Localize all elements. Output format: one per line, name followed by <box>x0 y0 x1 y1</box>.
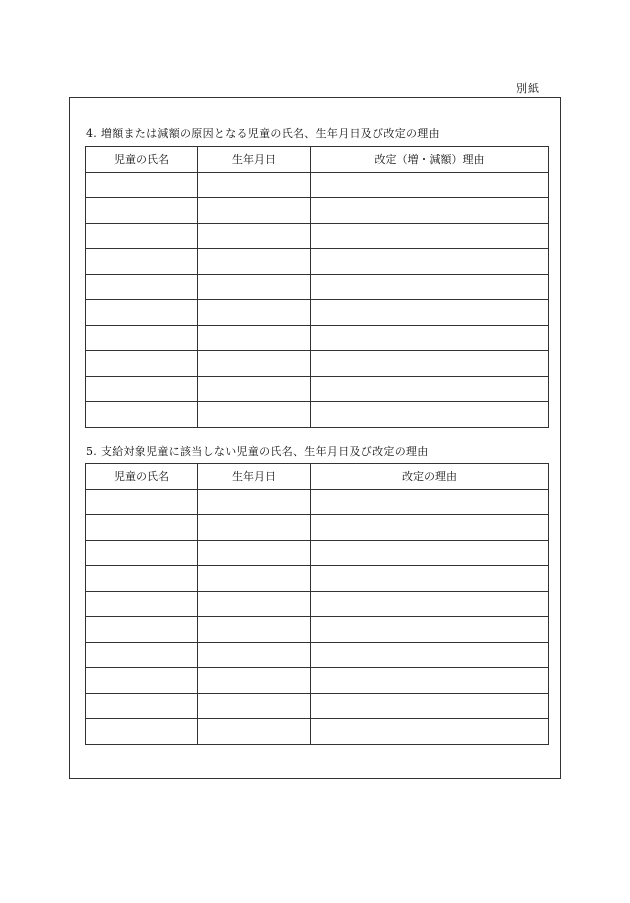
birthdate-cell[interactable] <box>198 515 311 541</box>
annex-label: 別紙 <box>516 82 540 95</box>
table-row <box>86 719 549 745</box>
birthdate-cell[interactable] <box>198 249 311 275</box>
reason-cell[interactable] <box>311 668 549 694</box>
child-name-cell[interactable] <box>86 325 198 351</box>
birthdate-cell[interactable] <box>198 300 311 326</box>
table-header-row <box>86 464 549 490</box>
reason-cell[interactable] <box>311 591 549 617</box>
reason-cell[interactable] <box>311 402 549 428</box>
birthdate-cell[interactable] <box>198 223 311 249</box>
table-row <box>86 617 549 643</box>
child-name-cell[interactable] <box>86 198 198 224</box>
reason-cell[interactable] <box>311 693 549 719</box>
birthdate-cell[interactable] <box>198 402 311 428</box>
table-row <box>86 668 549 694</box>
reason-cell[interactable] <box>311 566 549 592</box>
table-row <box>86 223 549 249</box>
child-name-cell[interactable] <box>86 540 198 566</box>
birthdate-cell[interactable] <box>198 325 311 351</box>
reason-cell[interactable] <box>311 617 549 643</box>
child-name-cell[interactable] <box>86 489 198 515</box>
child-name-cell[interactable] <box>86 274 198 300</box>
table-row <box>86 566 549 592</box>
child-name-cell[interactable] <box>86 223 198 249</box>
table-row <box>86 591 549 617</box>
table-row <box>86 515 549 541</box>
reason-cell[interactable] <box>311 540 549 566</box>
birthdate-cell[interactable] <box>198 376 311 402</box>
child-name-cell[interactable] <box>86 515 198 541</box>
reason-cell[interactable] <box>311 489 549 515</box>
child-name-cell[interactable] <box>86 351 198 377</box>
section-4-title: 4. 増額または減額の原因となる児童の氏名、生年月日及び改定の理由 <box>86 127 440 140</box>
child-name-cell[interactable] <box>86 719 198 745</box>
reason-cell[interactable] <box>311 325 549 351</box>
child-name-cell[interactable] <box>86 668 198 694</box>
column-header-birthdate: 生年月日 <box>198 147 311 173</box>
section-5-table <box>85 463 549 745</box>
child-name-cell[interactable] <box>86 300 198 326</box>
table-row <box>86 376 549 402</box>
reason-cell[interactable] <box>311 719 549 745</box>
table-row <box>86 693 549 719</box>
table-row <box>86 249 549 275</box>
table-row <box>86 540 549 566</box>
birthdate-cell[interactable] <box>198 198 311 224</box>
table-row <box>86 300 549 326</box>
reason-cell[interactable] <box>311 249 549 275</box>
birthdate-cell[interactable] <box>198 351 311 377</box>
reason-cell[interactable] <box>311 198 549 224</box>
child-name-cell[interactable] <box>86 172 198 198</box>
column-header-child-name: 児童の氏名 <box>86 147 198 173</box>
child-name-cell[interactable] <box>86 566 198 592</box>
table-row <box>86 198 549 224</box>
birthdate-cell[interactable] <box>198 617 311 643</box>
child-name-cell[interactable] <box>86 642 198 668</box>
birthdate-cell[interactable] <box>198 668 311 694</box>
birthdate-cell[interactable] <box>198 719 311 745</box>
reason-cell[interactable] <box>311 223 549 249</box>
column-header-child-name: 児童の氏名 <box>86 464 198 490</box>
child-name-cell[interactable] <box>86 693 198 719</box>
birthdate-cell[interactable] <box>198 540 311 566</box>
birthdate-cell[interactable] <box>198 489 311 515</box>
birthdate-cell[interactable] <box>198 642 311 668</box>
table-row <box>86 274 549 300</box>
child-name-cell[interactable] <box>86 249 198 275</box>
child-name-cell[interactable] <box>86 376 198 402</box>
child-name-cell[interactable] <box>86 591 198 617</box>
reason-cell[interactable] <box>311 274 549 300</box>
table-row <box>86 489 549 515</box>
table-row <box>86 351 549 377</box>
table-row <box>86 642 549 668</box>
section-5-title: 5. 支給対象児童に該当しない児童の氏名、生年月日及び改定の理由 <box>86 445 429 458</box>
birthdate-cell[interactable] <box>198 693 311 719</box>
column-header-birthdate: 生年月日 <box>198 464 311 490</box>
child-name-cell[interactable] <box>86 402 198 428</box>
child-name-cell[interactable] <box>86 617 198 643</box>
birthdate-cell[interactable] <box>198 591 311 617</box>
column-header-reason: 改定の理由 <box>311 464 549 490</box>
birthdate-cell[interactable] <box>198 566 311 592</box>
table-row <box>86 172 549 198</box>
reason-cell[interactable] <box>311 351 549 377</box>
table-row <box>86 402 549 428</box>
birthdate-cell[interactable] <box>198 172 311 198</box>
reason-cell[interactable] <box>311 515 549 541</box>
birthdate-cell[interactable] <box>198 274 311 300</box>
reason-cell[interactable] <box>311 376 549 402</box>
reason-cell[interactable] <box>311 172 549 198</box>
column-header-reason: 改定（増・減額）理由 <box>311 147 549 173</box>
table-header-row <box>86 147 549 173</box>
reason-cell[interactable] <box>311 642 549 668</box>
table-row <box>86 325 549 351</box>
section-4-table <box>85 146 549 428</box>
reason-cell[interactable] <box>311 300 549 326</box>
